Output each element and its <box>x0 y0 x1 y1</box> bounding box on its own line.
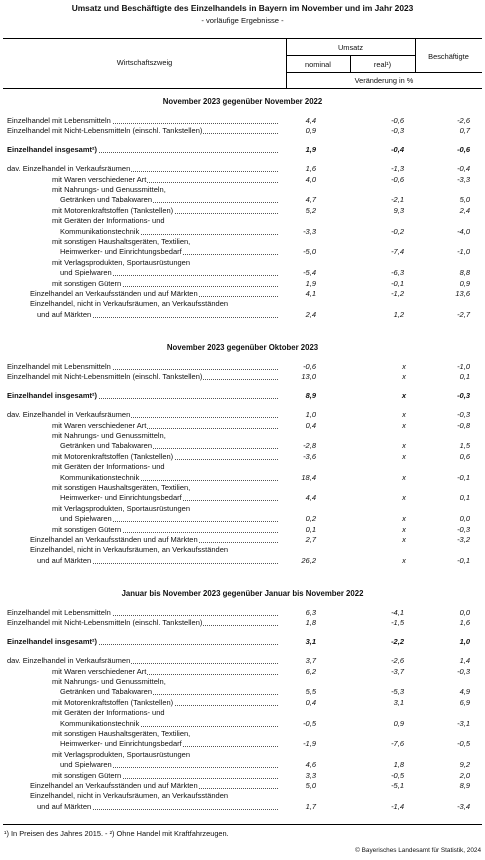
row-label: Einzelhandel, nicht in Verkaufsräumen, an Verkaufsständen <box>30 791 229 801</box>
value-employees: -3,3 <box>457 174 470 184</box>
value-real: -7,6 <box>391 739 404 749</box>
value-employees: -0,3 <box>457 524 470 534</box>
value-employees: 2,4 <box>459 205 470 215</box>
value-nominal: 4,7 <box>305 195 316 205</box>
row-label: Einzelhandel mit Lebensmitteln <box>7 116 111 125</box>
section-title: November 2023 gegenüber Oktober 2023 <box>166 343 319 352</box>
row-label: und Spielwaren <box>60 268 112 278</box>
value-nominal: 0,4 <box>305 420 316 430</box>
table-row <box>0 719 485 729</box>
value-employees: -3,2 <box>457 535 470 544</box>
value-real: -0,5 <box>391 770 404 780</box>
row-label: und auf Märkten <box>37 309 92 319</box>
table-row <box>0 618 485 628</box>
row-label: Getränken und Tabakwaren <box>60 687 153 697</box>
value-employees: -2,7 <box>457 309 470 319</box>
value-nominal: 0,1 <box>305 524 316 534</box>
table-row <box>0 258 485 268</box>
value-real: 0,9 <box>393 718 404 728</box>
table-row <box>0 268 485 278</box>
table-row <box>0 227 485 237</box>
header-umsatz: Umsatz <box>337 43 364 52</box>
row-label: mit Nahrungs- und Genussmitteln, <box>52 431 166 440</box>
value-employees: -0,3 <box>457 410 470 420</box>
value-real: 1,8 <box>393 760 404 770</box>
row-label: mit Nahrungs- und Genussmitteln, <box>52 185 166 194</box>
value-real: -2,1 <box>391 195 404 205</box>
value-nominal: -2,8 <box>303 441 316 451</box>
table-row <box>0 195 485 205</box>
value-employees: 0,1 <box>459 372 470 382</box>
table-row <box>0 410 485 420</box>
table-row <box>0 545 485 555</box>
value-nominal: 8,9 <box>305 390 316 400</box>
value-nominal: -0,6 <box>303 362 316 371</box>
row-label: Einzelhandel mit Lebensmitteln <box>7 608 111 617</box>
row-label: Einzelhandel insgesamt²) <box>7 636 98 646</box>
value-employees: 5,0 <box>459 195 470 205</box>
value-real: x <box>402 410 406 420</box>
table-row <box>0 431 485 441</box>
table-row <box>0 802 485 812</box>
row-label: mit Geräten der Informations- und <box>52 708 165 718</box>
section-title: Januar bis November 2023 gegenüber Januar bis November 2022 <box>121 589 364 598</box>
table-row <box>0 781 485 791</box>
header-branch: Wirtschaftszweig <box>116 58 173 67</box>
value-real: -1,4 <box>391 801 404 811</box>
value-nominal: 0,4 <box>305 697 316 707</box>
table-row <box>0 145 485 155</box>
row-label: Einzelhandel an Verkaufsständen und auf Märkten <box>30 781 198 790</box>
table-row <box>0 556 485 566</box>
value-real: -2,2 <box>391 636 404 646</box>
row-label: und Spielwaren <box>60 514 112 524</box>
value-real: -1,5 <box>391 618 404 628</box>
value-nominal: 1,0 <box>305 410 316 420</box>
row-label: Einzelhandel an Verkaufsständen und auf Märkten <box>30 289 198 298</box>
row-label: Getränken und Tabakwaren <box>60 195 153 205</box>
table-row <box>0 164 485 174</box>
value-nominal: 4,0 <box>305 174 316 184</box>
value-nominal: -3,6 <box>303 451 316 461</box>
table-row <box>0 452 485 462</box>
table-row <box>0 525 485 535</box>
value-employees: 1,6 <box>459 618 470 628</box>
value-nominal: 1,9 <box>305 278 316 288</box>
table-row <box>0 473 485 483</box>
value-employees: -0,1 <box>457 555 470 565</box>
row-label: mit Waren verschiedener Art <box>52 666 147 676</box>
value-employees: -0,5 <box>457 739 470 749</box>
value-real: 9,3 <box>393 205 404 215</box>
value-employees: -0,1 <box>457 472 470 482</box>
table-row <box>0 116 485 126</box>
value-nominal: 4,4 <box>305 116 316 125</box>
row-label: mit Waren verschiedener Art <box>52 420 147 430</box>
row-label: und auf Märkten <box>37 801 92 811</box>
row-label: mit Geräten der Informations- und <box>52 216 165 226</box>
value-employees: -0,3 <box>457 666 470 676</box>
value-employees: -3,4 <box>457 801 470 811</box>
row-label: Einzelhandel an Verkaufsständen und auf Märkten <box>30 535 198 544</box>
value-real: x <box>402 372 406 382</box>
section-title: November 2023 gegenüber November 2022 <box>162 97 323 106</box>
row-label: mit Nahrungs- und Genussmitteln, <box>52 677 166 686</box>
table-row <box>0 687 485 697</box>
value-real: -0,2 <box>391 226 404 236</box>
value-nominal: -0,5 <box>303 718 316 728</box>
row-label: Einzelhandel mit Nicht-Lebensmitteln (einschl. Tankstellen) <box>7 372 203 382</box>
table-row <box>0 708 485 718</box>
value-real: -3,7 <box>391 666 404 676</box>
value-real: -4,1 <box>391 608 404 617</box>
value-employees: 0,0 <box>459 608 470 617</box>
value-real: x <box>402 451 406 461</box>
value-real: x <box>401 390 407 400</box>
value-employees: -0,4 <box>457 164 470 174</box>
row-label: Einzelhandel mit Lebensmitteln <box>7 362 111 371</box>
value-nominal: 0,9 <box>305 126 316 136</box>
row-label: Einzelhandel, nicht in Verkaufsräumen, an Verkaufsständen <box>30 299 229 309</box>
table-row <box>0 535 485 545</box>
row-label: Heimwerker- und Einrichtungsbedarf <box>60 739 182 749</box>
table-row <box>0 656 485 666</box>
table-row <box>0 637 485 647</box>
row-label: Einzelhandel mit Nicht-Lebensmitteln (einschl. Tankstellen) <box>7 126 203 136</box>
table-subtitle: - vorläufige Ergebnisse - <box>201 16 284 25</box>
value-employees: 6,9 <box>459 697 470 707</box>
table-row <box>0 608 485 618</box>
value-nominal: 1,7 <box>305 801 316 811</box>
value-nominal: 1,9 <box>305 144 316 154</box>
table-row <box>0 771 485 781</box>
value-employees: 9,2 <box>459 760 470 770</box>
value-nominal: 5,5 <box>305 687 316 697</box>
table-header <box>3 38 482 89</box>
value-real: -0,4 <box>391 144 404 154</box>
value-nominal: -3,3 <box>303 226 316 236</box>
table-row <box>0 247 485 257</box>
header-nominal: nominal <box>305 60 331 69</box>
value-nominal: 13,0 <box>301 372 316 382</box>
table-row <box>0 750 485 760</box>
table-row <box>0 126 485 136</box>
table-row <box>0 362 485 372</box>
value-employees: 0,7 <box>459 126 470 136</box>
table-row <box>0 421 485 431</box>
value-real: 3,1 <box>393 697 404 707</box>
row-label: Kommunikationstechnik <box>60 718 140 728</box>
row-label: dav. Einzelhandel in Verkaufsräumen <box>7 410 131 420</box>
row-label: und Spielwaren <box>60 760 112 770</box>
value-real: x <box>402 524 406 534</box>
value-nominal: 4,6 <box>305 760 316 770</box>
table-row <box>0 175 485 185</box>
copyright-credit: © Bayerisches Landesamt für Statistik, 2024 <box>355 847 481 854</box>
row-label: mit sonstigen Haushaltsgeräten, Textilien, <box>52 237 191 246</box>
table-row <box>0 310 485 320</box>
table-row <box>0 462 485 472</box>
table-row <box>0 667 485 677</box>
table-row <box>0 729 485 739</box>
table-row <box>0 237 485 247</box>
row-label: dav. Einzelhandel in Verkaufsräumen <box>7 164 131 174</box>
row-label: dav. Einzelhandel in Verkaufsräumen <box>7 656 131 666</box>
table-row <box>0 206 485 216</box>
value-employees: 1,0 <box>459 636 470 646</box>
row-label: Heimwerker- und Einrichtungsbedarf <box>60 493 182 503</box>
value-employees: -1,0 <box>457 362 470 371</box>
row-label: Getränken und Tabakwaren <box>60 441 153 451</box>
value-real: x <box>402 420 406 430</box>
table-row <box>0 289 485 299</box>
table-row <box>0 483 485 493</box>
footnote: ¹) In Preisen des Jahres 2015. - ²) Ohne Handel mit Kraftfahrzeugen. <box>4 829 229 838</box>
value-nominal: 18,4 <box>301 472 316 482</box>
value-real: -6,3 <box>391 268 404 278</box>
table-row <box>0 791 485 801</box>
value-real: x <box>402 441 406 451</box>
value-employees: -0,8 <box>457 420 470 430</box>
value-real: 1,2 <box>393 309 404 319</box>
value-real: x <box>402 362 406 371</box>
header-employees: Beschäftigte <box>428 52 469 61</box>
value-employees: 0,6 <box>459 451 470 461</box>
value-real: x <box>402 535 406 544</box>
value-real: -1,2 <box>391 289 404 298</box>
value-real: -1,3 <box>391 164 404 174</box>
row-label: Heimwerker- und Einrichtungsbedarf <box>60 247 182 257</box>
row-label: Einzelhandel insgesamt²) <box>7 144 98 154</box>
row-label: mit Motorenkraftstoffen (Tankstellen) <box>52 451 174 461</box>
value-employees: 1,4 <box>459 656 470 666</box>
value-employees: -3,1 <box>457 718 470 728</box>
row-label: mit Geräten der Informations- und <box>52 462 165 472</box>
footer-separator <box>3 824 482 825</box>
table-row <box>0 391 485 401</box>
header-change: Veränderung in % <box>354 76 414 85</box>
value-employees: 4,9 <box>459 687 470 697</box>
value-nominal: 3,3 <box>305 770 316 780</box>
value-employees: -1,0 <box>457 247 470 257</box>
value-nominal: 0,2 <box>305 514 316 524</box>
value-nominal: 6,3 <box>305 608 316 617</box>
value-real: -0,1 <box>391 278 404 288</box>
row-label: Einzelhandel insgesamt²) <box>7 390 98 400</box>
value-employees: 8,8 <box>459 268 470 278</box>
value-nominal: -1,9 <box>303 739 316 749</box>
value-nominal: 2,4 <box>305 309 316 319</box>
table-row <box>0 504 485 514</box>
value-real: x <box>402 472 406 482</box>
value-employees: 8,9 <box>459 781 470 790</box>
value-real: x <box>402 555 406 565</box>
value-real: x <box>402 493 406 503</box>
table-row <box>0 514 485 524</box>
value-real: -0,6 <box>391 116 404 125</box>
value-employees: 0,9 <box>459 278 470 288</box>
table-row <box>0 441 485 451</box>
header-real: real¹) <box>373 60 392 69</box>
value-nominal: 4,4 <box>305 493 316 503</box>
row-label: Kommunikationstechnik <box>60 226 140 236</box>
value-employees: 13,6 <box>455 289 470 298</box>
row-label: mit Verlagsprodukten, Sportausrüstungen <box>52 257 190 267</box>
row-label: mit Waren verschiedener Art <box>52 174 147 184</box>
row-label: mit sonstigen Haushaltsgeräten, Textilien, <box>52 483 191 492</box>
value-employees: -0,3 <box>457 390 470 400</box>
row-label: mit Motorenkraftstoffen (Tankstellen) <box>52 697 174 707</box>
value-nominal: 5,2 <box>305 205 316 215</box>
value-nominal: 2,7 <box>305 535 316 544</box>
value-real: -5,3 <box>391 687 404 697</box>
value-employees: 0,1 <box>459 493 470 503</box>
row-label: Einzelhandel mit Nicht-Lebensmitteln (einschl. Tankstellen) <box>7 618 203 628</box>
header-divider <box>286 72 482 73</box>
value-real: -5,1 <box>391 781 404 790</box>
table-row <box>0 279 485 289</box>
table-row <box>0 677 485 687</box>
value-employees: -0,6 <box>457 144 470 154</box>
table-row <box>0 372 485 382</box>
value-real: x <box>402 514 406 524</box>
row-label: mit sonstigen Gütern <box>52 278 122 288</box>
value-nominal: 4,1 <box>305 289 316 298</box>
row-label: Einzelhandel, nicht in Verkaufsräumen, an Verkaufsständen <box>30 545 229 555</box>
table-row <box>0 760 485 770</box>
table-row <box>0 698 485 708</box>
value-real: -0,3 <box>391 126 404 136</box>
table-title: Umsatz und Beschäftigte des Einzelhandels in Bayern im November und im Jahr 2023 <box>71 3 414 13</box>
row-label: mit Verlagsprodukten, Sportausrüstungen <box>52 749 190 759</box>
table-row <box>0 216 485 226</box>
table-row <box>0 299 485 309</box>
value-employees: 2,0 <box>459 770 470 780</box>
table-row <box>0 493 485 503</box>
value-nominal: 1,8 <box>305 618 316 628</box>
value-employees: -4,0 <box>457 226 470 236</box>
value-employees: 1,5 <box>459 441 470 451</box>
row-label: mit sonstigen Haushaltsgeräten, Textilien, <box>52 729 191 738</box>
value-employees: 0,0 <box>459 514 470 524</box>
row-label: mit Verlagsprodukten, Sportausrüstungen <box>52 503 190 513</box>
row-label: und auf Märkten <box>37 555 92 565</box>
value-nominal: 6,2 <box>305 666 316 676</box>
value-nominal: -5,0 <box>303 247 316 257</box>
table-row <box>0 185 485 195</box>
value-nominal: -5,4 <box>303 268 316 278</box>
value-real: -0,6 <box>391 174 404 184</box>
row-label: Kommunikationstechnik <box>60 472 140 482</box>
table-row <box>0 739 485 749</box>
value-real: -7,4 <box>391 247 404 257</box>
value-nominal: 3,1 <box>305 636 316 646</box>
row-label: mit Motorenkraftstoffen (Tankstellen) <box>52 205 174 215</box>
value-nominal: 1,6 <box>305 164 316 174</box>
value-nominal: 26,2 <box>301 555 316 565</box>
value-employees: -2,6 <box>457 116 470 125</box>
value-nominal: 3,7 <box>305 656 316 666</box>
value-real: -2,6 <box>391 656 404 666</box>
value-nominal: 5,0 <box>305 781 316 790</box>
row-label: mit sonstigen Gütern <box>52 524 122 534</box>
row-label: mit sonstigen Gütern <box>52 770 122 780</box>
